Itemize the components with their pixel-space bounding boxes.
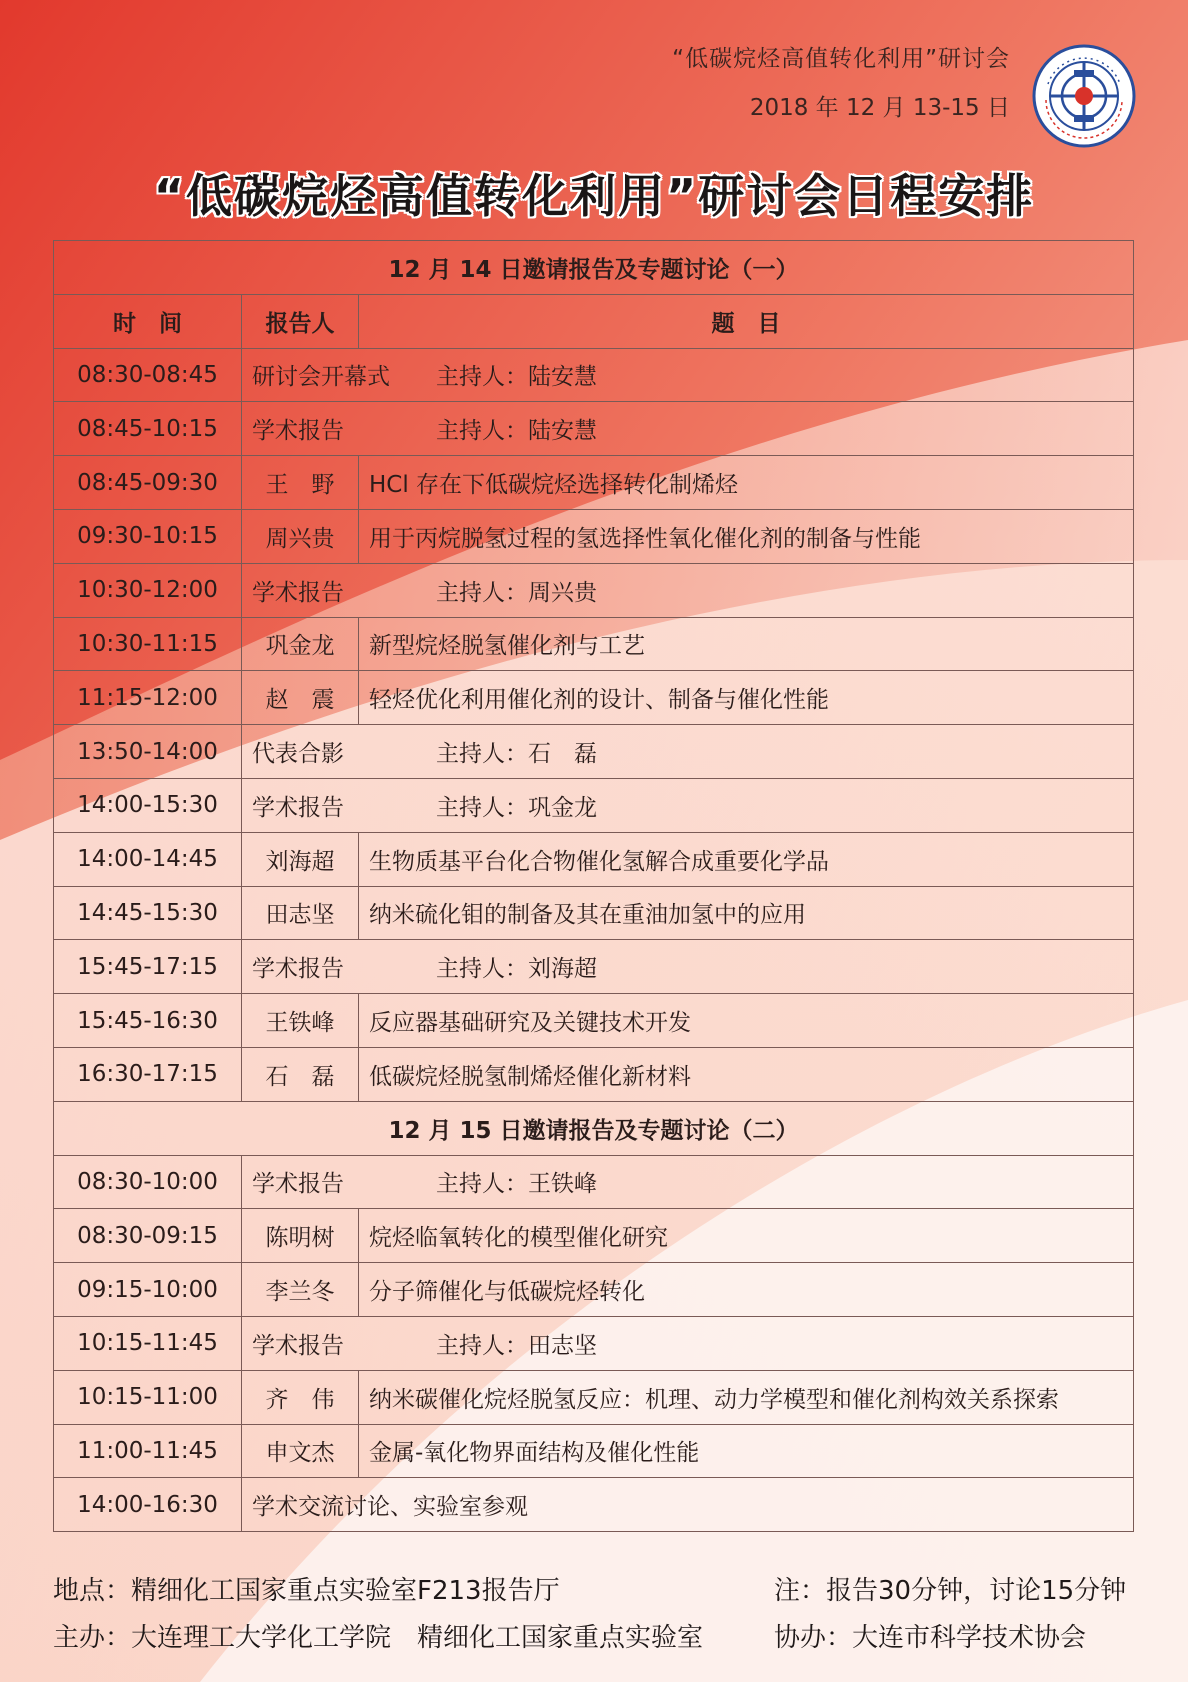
row-time: 13:50-14:00 <box>54 725 242 779</box>
header-topic: 题 目 <box>359 294 1134 348</box>
schedule-row <box>54 617 1134 671</box>
row-time: 08:45-10:15 <box>54 402 242 456</box>
event-date: 2018 年 12 月 13-15 日 <box>749 95 1010 121</box>
host-name: 巩金龙 <box>528 794 597 821</box>
day1-title-row <box>54 241 1134 295</box>
schedule-row <box>54 1155 1134 1209</box>
schedule-row <box>54 1047 1134 1101</box>
host-prefix: 主持人： <box>436 1171 528 1198</box>
schedule-row <box>54 671 1134 725</box>
session-label: 学术报告 <box>252 579 344 606</box>
row-time: 09:30-10:15 <box>54 509 242 563</box>
row-time: 15:45-16:30 <box>54 994 242 1048</box>
row-speaker: 王铁峰 <box>242 994 359 1048</box>
row-topic: 低碳烷烃脱氢制烯烃催化新材料 <box>359 1047 1134 1101</box>
host-name: 石 磊 <box>528 741 597 768</box>
header-speaker: 报告人 <box>242 294 359 348</box>
row-topic: HCl 存在下低碳烷烃选择转化制烯烃 <box>359 456 1134 510</box>
university-seal-logo <box>1032 44 1136 148</box>
session-label: 学术报告 <box>252 956 344 983</box>
row-speaker: 刘海超 <box>242 832 359 886</box>
session-label: 代表合影 <box>252 741 344 768</box>
row-speaker: 田志坚 <box>242 886 359 940</box>
page-title: “低碳烷烃高值转化利用”研讨会日程安排 <box>153 169 1035 223</box>
row-time: 08:30-10:00 <box>54 1155 242 1209</box>
row-topic: 金属-氧化物界面结构及催化性能 <box>359 1424 1134 1478</box>
schedule-row <box>54 994 1134 1048</box>
schedule-row <box>54 725 1134 779</box>
row-time: 14:00-14:45 <box>54 832 242 886</box>
row-time: 11:00-11:45 <box>54 1424 242 1478</box>
schedule-table <box>53 240 1134 1532</box>
host-name: 刘海超 <box>528 956 597 983</box>
row-time: 10:15-11:00 <box>54 1370 242 1424</box>
session-cell <box>242 725 1134 779</box>
row-speaker: 石 磊 <box>242 1047 359 1101</box>
row-speaker: 周兴贵 <box>242 509 359 563</box>
host-prefix: 主持人： <box>436 956 528 983</box>
activity-cell: 学术交流讨论、实验室参观 <box>242 1478 1134 1532</box>
row-time: 11:15-12:00 <box>54 671 242 725</box>
host-name: 陆安慧 <box>528 364 597 391</box>
row-speaker: 王 野 <box>242 456 359 510</box>
schedule-row <box>54 1478 1134 1532</box>
schedule-row <box>54 563 1134 617</box>
row-topic: 生物质基平台化合物催化氢解合成重要化学品 <box>359 832 1134 886</box>
schedule-row <box>54 832 1134 886</box>
row-topic: 分子筛催化与低碳烷烃转化 <box>359 1263 1134 1317</box>
host-prefix: 主持人： <box>436 579 528 606</box>
schedule-row <box>54 348 1134 402</box>
row-speaker: 齐 伟 <box>242 1370 359 1424</box>
host-prefix: 主持人： <box>436 364 528 391</box>
row-time: 08:30-09:15 <box>54 1209 242 1263</box>
day2-title: 12 月 15 日邀请报告及专题讨论（二） <box>54 1101 1134 1155</box>
session-label: 学术报告 <box>252 794 344 821</box>
host-name: 陆安慧 <box>528 418 597 445</box>
schedule-row <box>54 778 1134 832</box>
row-speaker: 陈明树 <box>242 1209 359 1263</box>
co-organizer-text: 协办：大连市科学技术协会 <box>774 1623 1087 1653</box>
row-topic: 新型烷烃脱氢催化剂与工艺 <box>359 617 1134 671</box>
session-cell <box>242 1155 1134 1209</box>
organizer-text: 主办：大连理工大学化工学院 精细化工国家重点实验室 <box>53 1623 704 1653</box>
session-label: 学术报告 <box>252 1171 344 1198</box>
session-cell <box>242 1316 1134 1370</box>
day2-title-row <box>54 1101 1134 1155</box>
day1-title: 12 月 14 日邀请报告及专题讨论（一） <box>54 241 1134 295</box>
row-time: 14:00-16:30 <box>54 1478 242 1532</box>
schedule-row <box>54 940 1134 994</box>
row-topic: 烷烃临氧转化的模型催化研究 <box>359 1209 1134 1263</box>
schedule-row <box>54 1370 1134 1424</box>
row-time: 08:45-09:30 <box>54 456 242 510</box>
schedule-row <box>54 456 1134 510</box>
session-cell <box>242 940 1134 994</box>
host-name: 周兴贵 <box>528 579 597 606</box>
row-speaker: 李兰冬 <box>242 1263 359 1317</box>
row-topic: 用于丙烷脱氢过程的氢选择性氧化催化剂的制备与性能 <box>359 509 1134 563</box>
session-label: 学术报告 <box>252 1332 344 1359</box>
session-label: 学术报告 <box>252 418 344 445</box>
row-topic: 纳米碳催化烷烃脱氢反应：机理、动力学模型和催化剂构效关系探索 <box>359 1370 1134 1424</box>
row-speaker: 巩金龙 <box>242 617 359 671</box>
row-speaker: 申文杰 <box>242 1424 359 1478</box>
host-name: 王铁峰 <box>528 1171 597 1198</box>
schedule-row <box>54 1209 1134 1263</box>
header-time: 时 间 <box>54 294 242 348</box>
row-time: 10:30-12:00 <box>54 563 242 617</box>
row-speaker: 赵 震 <box>242 671 359 725</box>
host-prefix: 主持人： <box>436 741 528 768</box>
schedule-row <box>54 509 1134 563</box>
row-time: 15:45-17:15 <box>54 940 242 994</box>
host-prefix: 主持人： <box>436 794 528 821</box>
location-text: 地点：精细化工国家重点实验室F213报告厅 <box>53 1576 560 1606</box>
host-name: 田志坚 <box>528 1332 597 1359</box>
row-time: 10:15-11:45 <box>54 1316 242 1370</box>
schedule-row <box>54 886 1134 940</box>
row-time: 14:45-15:30 <box>54 886 242 940</box>
host-prefix: 主持人： <box>436 1332 528 1359</box>
row-topic: 纳米硫化钼的制备及其在重油加氢中的应用 <box>359 886 1134 940</box>
schedule-row <box>54 1316 1134 1370</box>
session-cell <box>242 563 1134 617</box>
row-time: 14:00-15:30 <box>54 778 242 832</box>
row-topic: 反应器基础研究及关键技术开发 <box>359 994 1134 1048</box>
event-title: “低碳烷烃高值转化利用”研讨会 <box>672 46 1010 72</box>
session-cell <box>242 348 1134 402</box>
session-cell <box>242 402 1134 456</box>
schedule-row <box>54 402 1134 456</box>
session-cell <box>242 778 1134 832</box>
note-text: 注：报告30分钟，讨论15分钟 <box>774 1576 1127 1606</box>
schedule-row <box>54 1263 1134 1317</box>
host-prefix: 主持人： <box>436 418 528 445</box>
row-time: 10:30-11:15 <box>54 617 242 671</box>
row-time: 08:30-08:45 <box>54 348 242 402</box>
row-time: 16:30-17:15 <box>54 1047 242 1101</box>
schedule-row <box>54 1424 1134 1478</box>
column-header-row <box>54 294 1134 348</box>
row-time: 09:15-10:00 <box>54 1263 242 1317</box>
row-topic: 轻烃优化利用催化剂的设计、制备与催化性能 <box>359 671 1134 725</box>
session-label: 研讨会开幕式 <box>252 364 390 391</box>
